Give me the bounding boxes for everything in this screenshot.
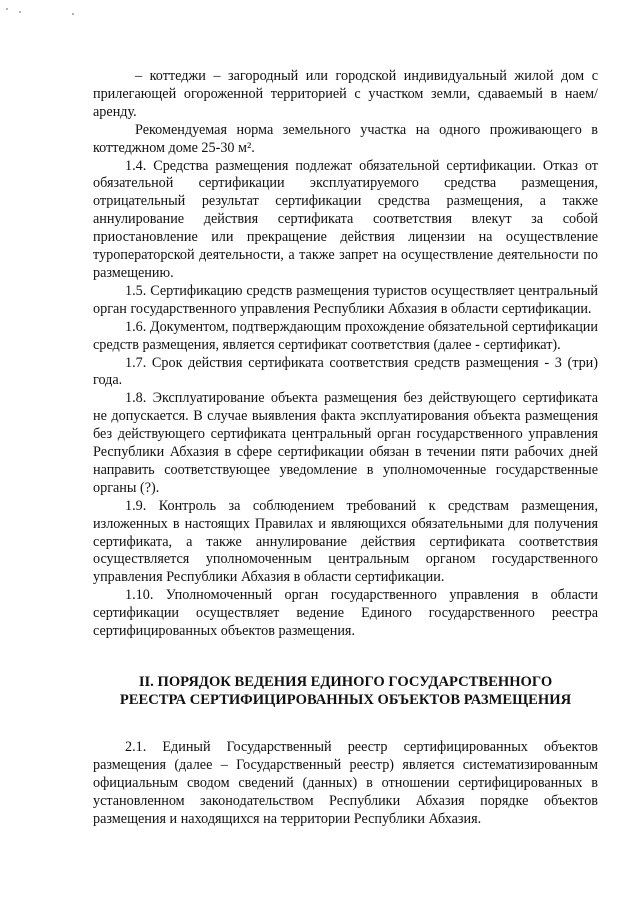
paragraph-1-7: 1.7. Срок действия сертификата соответствия средств размещения - 3 (три) года. [93,354,598,389]
paragraph-cottages: – коттеджи – загородный или городской индивидуальный жилой дом с прилегающей огороженной территорией с участком земли, сдаваемый в наем/аренду. [93,68,598,120]
section-heading [93,673,598,709]
paragraph-1-10: 1.10. Уполномоченный орган государственного управления в области сертификации осуществляет ведение Единого государственного реестра сертифицированных объектов размещения. [93,587,598,640]
paragraph-land-norm: Рекомендуемая норма земельного участка на одного проживающего в коттеджном доме 25-30 м². [93,121,598,156]
paragraph-1-9: 1.9. Контроль за соблюдением требований к средствам размещения, изложенных в настоящих Правилах и являющихся обязательными для получения сертификата, а также аннулирование действия сертификата соответствия осуществляется уполномоченным центральным органом государственного управления Республики Абхазия в области сертификации. [93,497,598,586]
scan-speck [19,11,21,13]
scan-speck [6,8,8,10]
paragraph-1-4: 1.4. Средства размещения подлежат обязательной сертификации. Отказ от обязательной сертификации эксплуатируемого средства размещения, отрицательный результат сертификации средства размещения, а также аннулирование действия сертификата соответствия влекут за собой приостановление или прекращение действия лицензии на осуществление туроператорской деятельности, а также запрет на осуществление деятельности по размещению. [93,157,598,281]
paragraph-2-1: 2.1. Единый Государственный реестр сертифицированных объектов размещения (далее – Государственный реестр) является систематизированным официальным сводом сведений (данных) в отношении сертифицированных в установленном законодательством Республики Абхазия порядке объектов размещения и находящихся на территории Республики Абхазия. [93,739,598,827]
paragraph-1-8: 1.8. Эксплуатирование объекта размещения без действующего сертификата не допускается. В случае выявления факта эксплуатирования объекта размещения без действующего сертификата центральный орган государственного управления Республики Абхазия в сфере сертификации обязан в течении пяти рабочих дней направить соответствующее уведомление в уполномоченные государственные органы (?). [93,390,598,496]
section-heading-line-2: РЕЕСТРА СЕРТИФИЦИРОВАННЫХ ОБЪЕКТОВ РАЗМЕЩЕНИЯ [119,692,572,708]
scan-speck [72,13,74,15]
section-heading-line-1: II. ПОРЯДОК ВЕДЕНИЯ ЕДИНОГО ГОСУДАРСТВЕННОГО [138,674,553,690]
document-body [93,68,598,829]
paragraph-1-6: 1.6. Документом, подтверждающим прохождение обязательной сертификации средств размещения, является сертификат соответствия (далее - сертификат). [93,318,598,353]
paragraph-1-5: 1.5. Сертификацию средств размещения туристов осуществляет центральный орган государственного управления Республики Абхазия в области сертификации. [93,282,598,317]
